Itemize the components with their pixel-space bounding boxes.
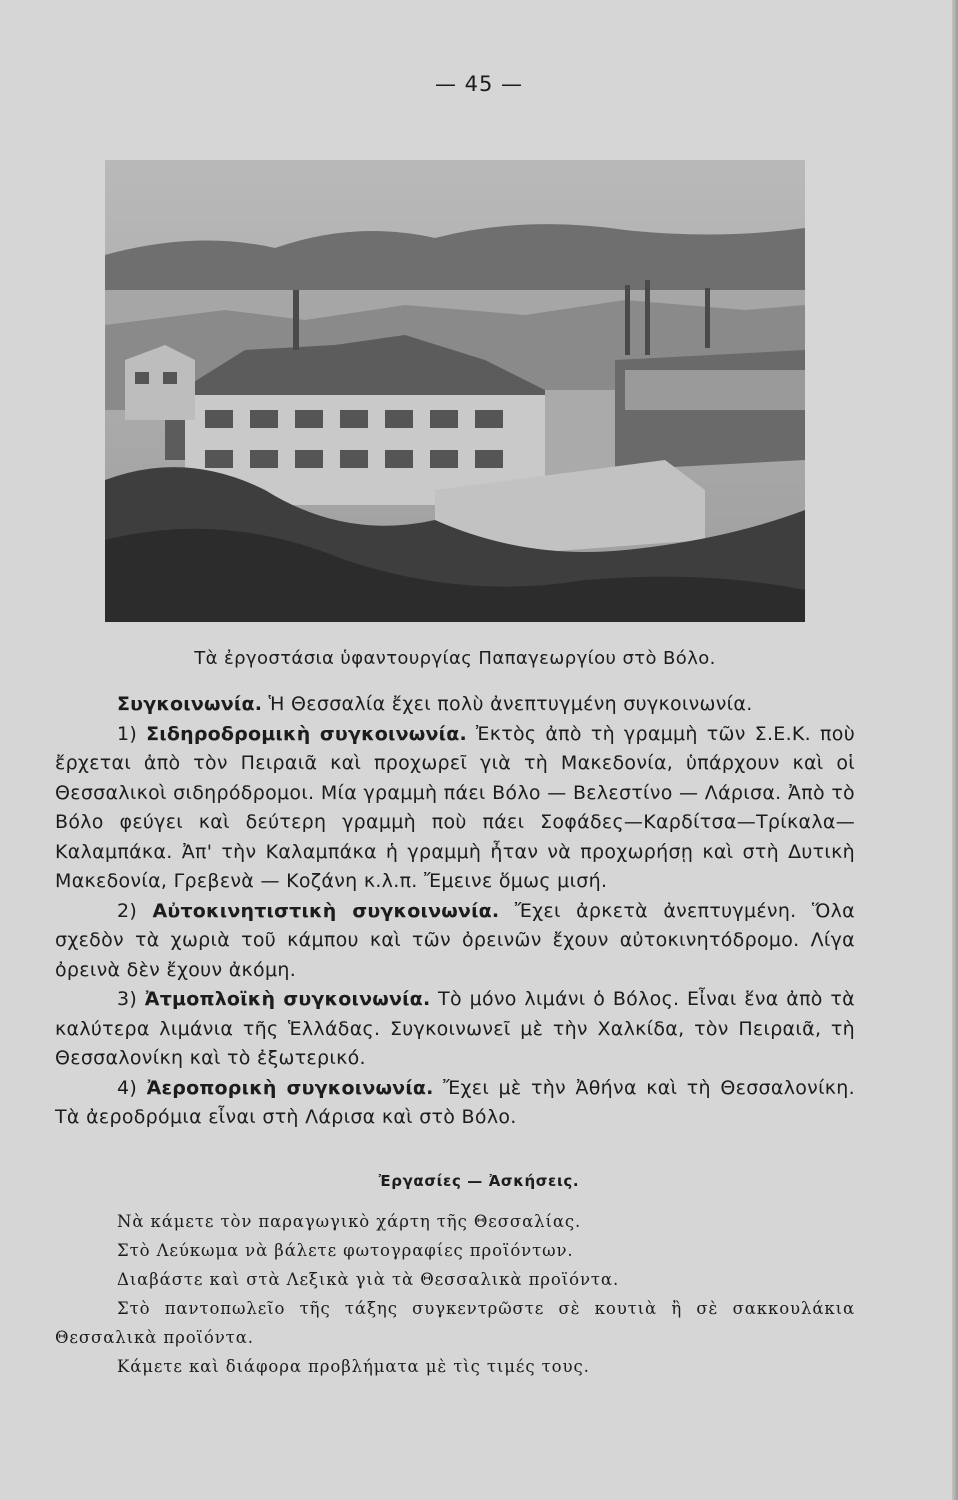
- intro-paragraph: [55, 690, 855, 720]
- factory-photo: [105, 160, 805, 622]
- item-number: 3): [117, 988, 145, 1010]
- intro-text: Ἡ Θεσσαλία ἔχει πολὺ ἀνεπτυγμένη συγκοινωνία.: [262, 693, 753, 715]
- item-title: Ἀεροπορικὴ συγκοινωνία.: [146, 1076, 434, 1099]
- shipping-paragraph: [55, 985, 855, 1074]
- section-title: Συγκοινωνία.: [117, 693, 263, 715]
- exercise-item: Κάμετε καὶ διάφορα προβλήματα μὲ τὶς τιμές τους.: [117, 1357, 590, 1376]
- photo-caption: Τὰ ἐργοστάσια ὑφαντουργίας Παπαγεωργίου στὸ Βόλο.: [194, 648, 716, 669]
- road-paragraph: [55, 897, 855, 986]
- railway-paragraph: [55, 720, 855, 897]
- item-text: Ἐκτὸς ἀπὸ τὴ γραμμὴ τῶν Σ.Ε.Κ. ποὺ ἔρχεται ἀπὸ τὸν Πειραιᾶ καὶ προχωρεῖ γιὰ τὴ Μακεδονία, ὑπάρχουν καὶ οἱ Θεσσαλικοὶ σιδηρόδρομοι. Μία γραμμὴ πάει Βόλο — Βελεστίνο — Λάρισα. Ἀπὸ τὸ Βόλο φεύγει καὶ δεύτερη γραμμὴ ποὺ πάει Σοφάδες—Καρδίτσα—Τρίκαλα—Καλαμπάκα. Ἀπ' τὴν Καλαμπάκα ἡ γραμμὴ ἦταν νὰ προχωρήσῃ καὶ στὴ Δυτικὴ Μακεδονία, Γρεβενὰ — Κοζάνη κ.λ.π. Ἔμεινε ὅμως μισή.: [55, 722, 855, 892]
- item-text: Ἔχει μὲ τὴν Ἀθήνα καὶ τὴ Θεσσαλονίκη. Τὰ ἀεροδρόμια εἶναι στὴ Λάρισα καὶ στὸ Βόλο.: [55, 1076, 855, 1128]
- exercise-item: Στὸ παντοπωλεῖο τῆς τάξης συγκεντρῶστε σὲ κουτιὰ ἢ σὲ σακκουλάκια Θεσσαλικὰ προϊόντα.: [55, 1299, 855, 1347]
- item-title: Ἀτμοπλοϊκὴ συγκοινωνία.: [144, 988, 431, 1010]
- item-number: 1): [117, 722, 147, 745]
- page-number: — 45 —: [434, 72, 524, 96]
- item-title: Αὐτοκινητιστικὴ συγκοινωνία.: [152, 899, 500, 922]
- factory-photo-illustration: [105, 160, 805, 622]
- item-text: Ἔχει ἀρκετὰ ἀνεπτυγμένη. Ὅλα σχεδὸν τὰ χωριὰ τοῦ κάμπου καὶ τῶν ὀρεινῶν ἔχουν αὐτοκινητόδρομο. Λίγα ὀρεινὰ δὲν ἔχουν ἀκόμη.: [55, 899, 855, 981]
- item-number: 4): [117, 1076, 147, 1099]
- item-title: Σιδηροδρομικὴ συγκοινωνία.: [146, 722, 467, 745]
- exercise-item: Στὸ Λεύκωμα νὰ βάλετε φωτογραφίες προϊόντων.: [117, 1241, 574, 1260]
- item-number: 2): [117, 899, 153, 922]
- item-text: Τὸ μόνο λιμάνι ὁ Βόλος. Εἶναι ἕνα ἀπὸ τὰ καλύτερα λιμάνια τῆς Ἑλλάδας. Συγκοινωνεῖ μὲ τὴν Χαλκίδα, τὸν Πειραιᾶ, τὴ Θεσσαλονίκη καὶ τὸ ἐξωτερικό.: [55, 988, 855, 1069]
- communications-section: [55, 690, 855, 1133]
- exercise-item: Νὰ κάμετε τὸν παραγωγικὸ χάρτη τῆς Θεσσαλίας.: [117, 1212, 582, 1231]
- page-edge: [952, 0, 958, 1500]
- exercises-list: [55, 1207, 855, 1381]
- exercise-item: Διαβάστε καὶ στὰ Λεξικὰ γιὰ τὰ Θεσσαλικὰ προϊόντα.: [117, 1270, 620, 1289]
- air-paragraph: [55, 1074, 855, 1133]
- exercises-title: Ἐργασίες — Ἀσκήσεις.: [378, 1172, 580, 1190]
